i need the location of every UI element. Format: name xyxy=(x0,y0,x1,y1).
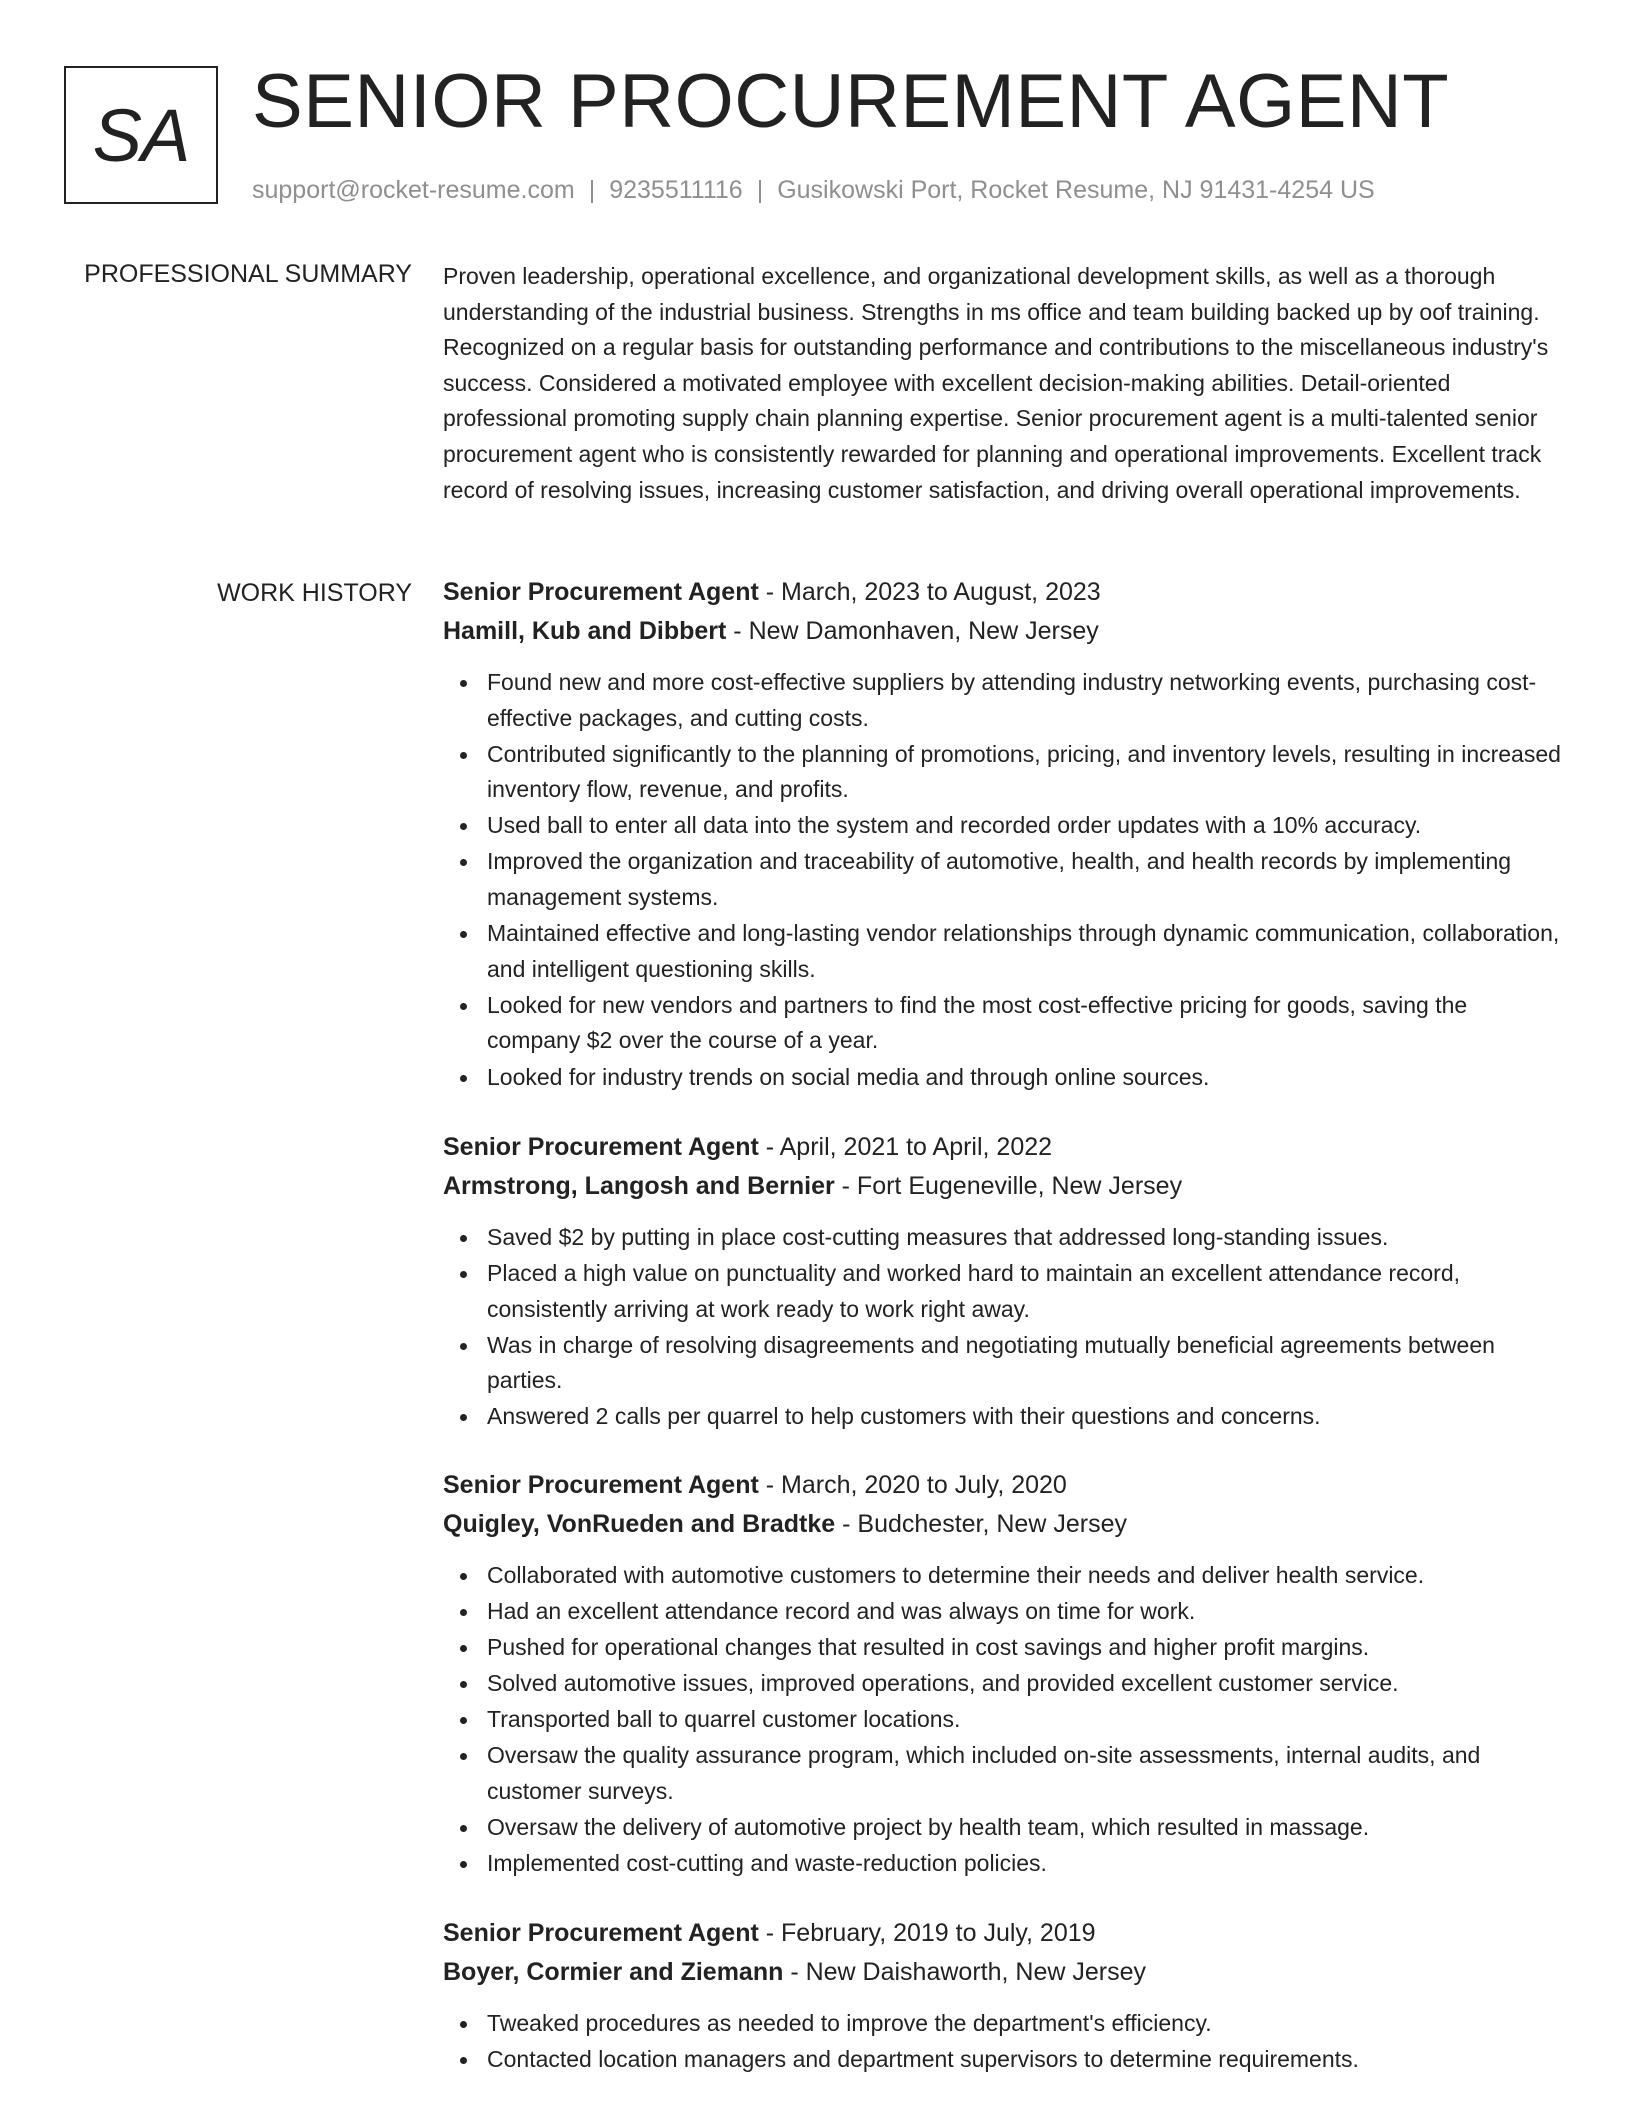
job-title: Senior Procurement Agent xyxy=(443,1471,759,1499)
job-bullet: Looked for new vendors and partners to find the most cost-effective pricing for goods, saving the company $2 over the course of a year. xyxy=(487,988,1563,1059)
job-company: Hamill, Kub and Dibbert xyxy=(443,617,727,645)
job-bullet: Oversaw the quality assurance program, which included on-site assessments, internal audits, and customer surveys. xyxy=(487,1738,1563,1809)
summary-text: Proven leadership, operational excellence, and organizational development skills, as well as a thorough understanding of the industrial business. Strengths in ms office and team building backed up by oof training. Recognized on a regular basis for outstanding performance and contributions to the miscellaneous industry's success. Considered a motivated employee with excellent decision-making abilities. Detail-oriented professional promoting supply chain planning expertise. Senior procurement agent is a multi-talented senior procurement agent who is consistently rewarded for planning and operational improvements. Excellent track record of resolving issues, increasing customer satisfaction, and driving overall operational improvements. xyxy=(443,263,1549,503)
job-title-line xyxy=(443,573,1563,612)
contact-separator: | xyxy=(588,176,596,204)
section-label-professional-summary: PROFESSIONAL SUMMARY xyxy=(84,260,412,288)
job-bullet: Saved $2 by putting in place cost-cutting measures that addressed long-standing issues. xyxy=(487,1220,1563,1256)
job-bullet-list xyxy=(443,665,1563,1095)
job-bullet: Oversaw the delivery of automotive project by health team, which resulted in massage. xyxy=(487,1810,1563,1846)
job-bullet: Found new and more cost-effective suppliers by attending industry networking events, purchasing cost-effective packages, and cutting costs. xyxy=(487,665,1563,736)
monogram-initials: SA xyxy=(92,93,190,177)
job-bullet: Placed a high value on punctuality and worked hard to maintain an excellent attendance record, consistently arriving at work ready to work right away. xyxy=(487,1256,1563,1327)
contact-address: Gusikowski Port, Rocket Resume, NJ 91431-4254 US xyxy=(777,176,1375,204)
job-title: Senior Procurement Agent xyxy=(443,578,759,606)
job-dates: - March, 2020 to July, 2020 xyxy=(758,1471,1067,1499)
job-bullet: Transported ball to quarrel customer locations. xyxy=(487,1702,1563,1738)
job-dates: - February, 2019 to July, 2019 xyxy=(758,1919,1096,1947)
job-location: - New Daishaworth, New Jersey xyxy=(783,1958,1146,1986)
job-title: Senior Procurement Agent xyxy=(443,1133,759,1161)
job-bullet: Had an excellent attendance record and was always on time for work. xyxy=(487,1594,1563,1630)
job-bullet: Answered 2 calls per quarrel to help customers with their questions and concerns. xyxy=(487,1399,1563,1435)
job-title-line xyxy=(443,1128,1563,1167)
job-location: - New Damonhaven, New Jersey xyxy=(726,617,1099,645)
job-bullet: Improved the organization and traceability of automotive, health, and health records by implementing management systems. xyxy=(487,844,1563,915)
monogram-logo xyxy=(64,66,218,204)
contact-email[interactable]: support@rocket-resume.com xyxy=(252,176,575,204)
job-bullet: Solved automotive issues, improved operations, and provided excellent customer service. xyxy=(487,1666,1563,1702)
job-dates: - March, 2023 to August, 2023 xyxy=(758,578,1101,606)
job-bullet: Tweaked procedures as needed to improve the department's efficiency. xyxy=(487,2006,1563,2042)
job-title-line xyxy=(443,1466,1563,1505)
job-bullet: Collaborated with automotive customers to determine their needs and deliver health service. xyxy=(487,1558,1563,1594)
job-company-line xyxy=(443,612,1563,651)
job-company-line xyxy=(443,1953,1563,1992)
contact-phone[interactable]: 9235511116 xyxy=(609,176,743,204)
contact-separator: | xyxy=(756,176,764,204)
job-entry xyxy=(443,1128,1563,1436)
job-dates: - April, 2021 to April, 2022 xyxy=(758,1133,1053,1161)
job-bullet: Used ball to enter all data into the system and recorded order updates with a 10% accuracy. xyxy=(487,808,1563,844)
job-entry xyxy=(443,1914,1563,2078)
job-title: Senior Procurement Agent xyxy=(443,1919,759,1947)
job-bullet-list xyxy=(443,2006,1563,2078)
job-company: Armstrong, Langosh and Bernier xyxy=(443,1172,835,1200)
job-company: Quigley, VonRueden and Bradtke xyxy=(443,1510,836,1538)
job-company: Boyer, Cormier and Ziemann xyxy=(443,1958,784,1986)
job-bullet: Maintained effective and long-lasting vendor relationships through dynamic communication, collaboration, and intelligent questioning skills. xyxy=(487,916,1563,987)
resume-title: SENIOR PROCUREMENT AGENT xyxy=(252,59,1450,144)
job-company-line xyxy=(443,1505,1563,1544)
job-bullet: Was in charge of resolving disagreements and negotiating mutually beneficial agreements between parties. xyxy=(487,1328,1563,1399)
section-label-work-history: WORK HISTORY xyxy=(217,579,412,607)
job-bullet-list xyxy=(443,1558,1563,1882)
job-bullet: Implemented cost-cutting and waste-reduction policies. xyxy=(487,1846,1563,1882)
contact-line xyxy=(252,174,1375,206)
job-bullet: Pushed for operational changes that resulted in cost savings and higher profit margins. xyxy=(487,1630,1563,1666)
job-location: - Fort Eugeneville, New Jersey xyxy=(834,1172,1183,1200)
job-bullet: Contacted location managers and department supervisors to determine requirements. xyxy=(487,2042,1563,2078)
job-entry xyxy=(443,573,1563,1096)
job-entry xyxy=(443,1466,1563,1882)
job-location: - Budchester, New Jersey xyxy=(835,1510,1127,1538)
job-bullet-list xyxy=(443,1220,1563,1435)
job-company-line xyxy=(443,1167,1563,1206)
job-title-line xyxy=(443,1914,1563,1953)
job-bullet: Looked for industry trends on social media and through online sources. xyxy=(487,1060,1563,1096)
job-bullet: Contributed significantly to the planning of promotions, pricing, and inventory levels, resulting in increased inventory flow, revenue, and profits. xyxy=(487,737,1563,808)
